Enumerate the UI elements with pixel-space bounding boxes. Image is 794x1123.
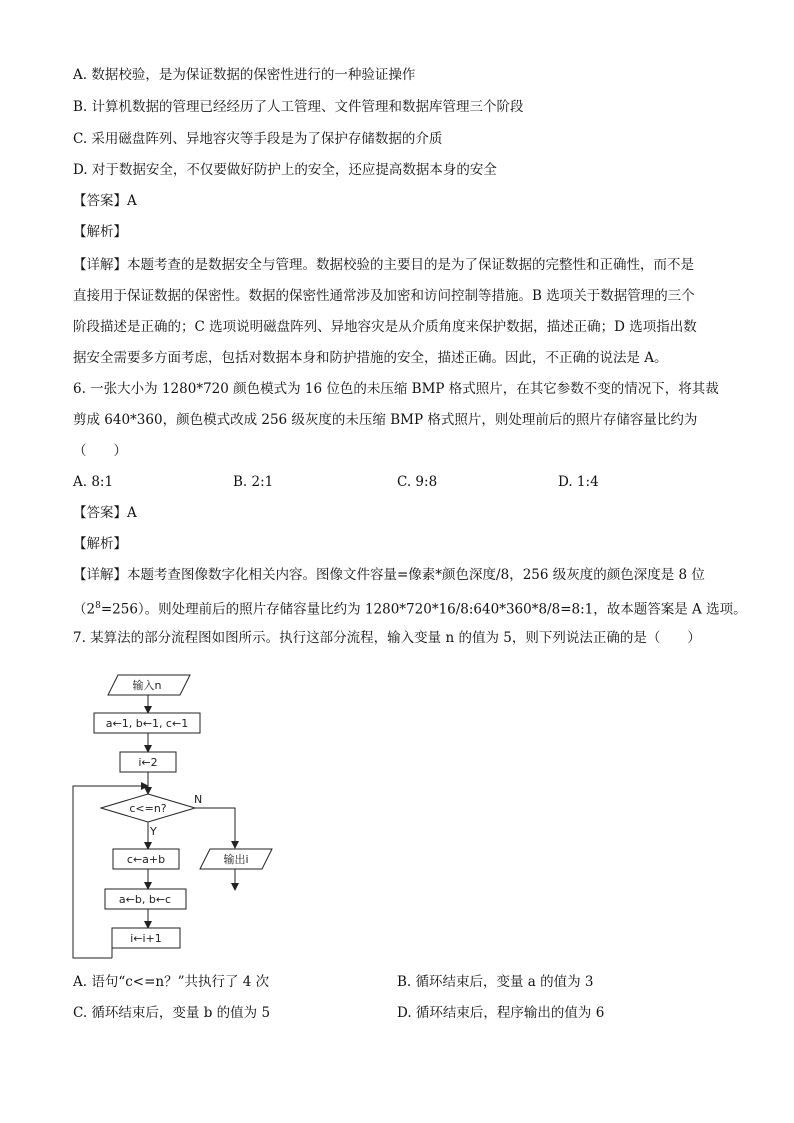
decision-label: c<=n?	[129, 802, 167, 815]
no-label: N	[194, 793, 203, 806]
q6-stem-line-2: 剪成 640*360，颜色模式改成 256 级灰度的未压缩 BMP 格式照片，则处理前后的照片存储容量比约为	[73, 412, 698, 428]
output-label: 输出i	[223, 853, 249, 866]
answer-value: A	[127, 193, 137, 209]
q6-stem-line-3: （ ）	[73, 443, 127, 459]
q6-option-d: D. 1:4	[558, 474, 599, 490]
init-i-label: i←2	[138, 756, 158, 769]
detail-text: 本题考查图像数字化相关内容。图像文件容量=像素*颜色深度/8，256 级灰度的颜色深度是 8 位	[127, 567, 705, 583]
q5-option-a: A. 数据校验，是为保证数据的保密性进行的一种验证操作	[73, 67, 416, 83]
detail-tag: 【详解】	[73, 257, 127, 273]
q7-option-d: D. 循环结束后，程序输出的值为 6	[397, 1005, 605, 1021]
init-label: a←1, b←1, c←1	[105, 717, 189, 730]
q7-option-b: B. 循环结束后，变量 a 的值为 3	[397, 974, 594, 990]
q5-detail-line-4: 据安全需要多方面考虑，包括对数据本身和防护措施的安全，描述正确。因此，不正确的说法是 A。	[73, 350, 668, 366]
q5-option-d: D. 对于数据安全，不仅要做好防护上的安全，还应提高数据本身的安全	[73, 162, 497, 178]
answer-tag: 【答案】	[73, 505, 127, 521]
detail-text: =256）。则处理前后的照片存储容量比约为 1280*720*16/8:640*360*8/8=8:1，故本题答案是 A 选项。	[100, 601, 747, 618]
answer-value: A	[127, 505, 137, 521]
step2-label: a←b, b←c	[118, 893, 172, 906]
exponent: 8	[95, 601, 101, 611]
q6-option-a: A. 8:1	[73, 474, 114, 490]
detail-text: 本题考查的是数据安全与管理。数据校验的主要目的是为了保证数据的完整性和正确性，而不是	[127, 257, 694, 273]
yes-label: Y	[150, 825, 157, 838]
q6-stem-line-1: 6. 一张大小为 1280*720 颜色模式为 16 位色的未压缩 BMP 格式照片，在其它参数不变的情况下，将其裁	[73, 381, 719, 397]
q5-detail-line-3: 阶段描述是正确的；C 选项说明磁盘阵列、异地容灾是从介质角度来保护数据，描述正确；D 选项指出数	[73, 319, 697, 335]
q7-stem: 7. 某算法的部分流程图如图所示。执行这部分流程，输入变量 n 的值为 5，则下列说法正确的是（ ）	[73, 630, 701, 646]
q5-analysis-tag: 【解析】	[73, 224, 127, 240]
q7-option-c: C. 循环结束后，变量 b 的值为 5	[73, 1005, 271, 1021]
q6-option-b: B. 2:1	[233, 474, 274, 490]
q5-option-c: C. 采用磁盘阵列、异地容灾等手段是为了保护存储数据的介质	[73, 131, 443, 147]
step1-label: c←a+b	[126, 853, 166, 866]
input-label: 输入n	[132, 679, 162, 692]
detail-tag: 【详解】	[73, 567, 127, 583]
q5-detail-line-2: 直接用于保证数据的保密性。数据的保密性通常涉及加密和访问控制等措施。B 选项关于数据管理的三个	[73, 288, 695, 304]
q6-analysis-tag: 【解析】	[73, 536, 127, 552]
detail-text: （2	[73, 601, 96, 618]
step3-label: i←i+1	[130, 932, 162, 945]
answer-tag: 【答案】	[73, 193, 127, 209]
q6-option-c: C. 9:8	[397, 474, 438, 490]
q7-option-a: A. 语句“c<=n？”共执行了 4 次	[73, 974, 270, 990]
q5-option-b: B. 计算机数据的管理已经经历了人工管理、文件管理和数据库管理三个阶段	[73, 99, 524, 115]
